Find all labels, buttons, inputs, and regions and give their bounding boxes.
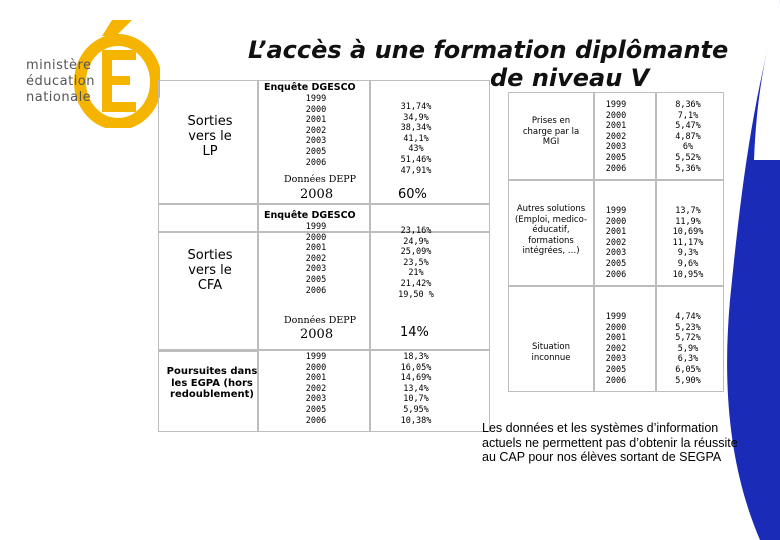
row-label-mgi: Prises en charge par la MGI xyxy=(522,116,580,147)
row-label-egpa: Poursuites dans les EGPA (hors redoublement) xyxy=(166,366,258,400)
row-label-cfa: Sorties vers le CFA xyxy=(187,248,233,293)
survey-header-lp: Enquête DGESCO xyxy=(264,82,356,93)
values-cfa: 23,16% 24,9% 25,09% 23,5% 21% 21,42% 19,50 % xyxy=(398,226,434,300)
values-inconnue: 4,74% 5,23% 5,72% 5,9% 6,3% 6,05% 5,90% xyxy=(675,312,701,386)
logo-text-line: éducation xyxy=(26,74,96,89)
values-autres: 13,7% 11,9% 10,69% 11,17% 9,3% 9,6% 10,95% xyxy=(672,206,704,280)
value-big-cfa: 14% xyxy=(400,325,429,340)
footnote: Les données et les systèmes d’information actuels ne permettent pas d’obtenir la réussite au CAP pour nos élèves sortant de SEGPA xyxy=(482,421,738,464)
logo-text-line: ministère xyxy=(26,58,92,73)
year-big-cfa: 2008 xyxy=(300,327,334,342)
years-lp: 1999 2000 2001 2002 2003 2005 2006 xyxy=(305,94,327,168)
years-mgi: 1999 2000 2001 2002 2003 2005 2006 xyxy=(605,100,627,174)
logo-e-emblem xyxy=(72,18,160,128)
row-label-autres: Autres solutions (Emploi, medico-éducatif, formations intégrées, …) xyxy=(514,204,588,256)
row-label-lp: Sorties vers le LP xyxy=(187,114,233,159)
source-lp: Données DEPP xyxy=(284,174,357,185)
years-egpa: 1999 2000 2001 2002 2003 2005 2006 xyxy=(305,352,327,426)
logo-text-line: nationale xyxy=(26,90,92,105)
years-autres: 1999 2000 2001 2002 2003 2005 2006 xyxy=(605,206,627,280)
values-mgi: 8,36% 7,1% 5,47% 4,87% 6% 5,52% 5,36% xyxy=(675,100,701,174)
survey-header-cfa: Enquête DGESCO xyxy=(264,210,356,221)
source-cfa: Données DEPP xyxy=(284,315,357,326)
page-title-line2: de niveau V xyxy=(490,64,650,92)
years-inconnue: 1999 2000 2001 2002 2003 2005 2006 xyxy=(605,312,627,386)
values-lp: 31,74% 34,9% 38,34% 41,1% 43% 51,46% 47,91% xyxy=(400,102,432,176)
year-big-lp: 2008 xyxy=(300,187,334,202)
value-big-lp: 60% xyxy=(398,187,427,202)
values-egpa: 18,3% 16,05% 14,69% 13,4% 10,7% 5,95% 10,38% xyxy=(400,352,432,426)
row-label-inconnue: Situation inconnue xyxy=(531,342,571,363)
logo xyxy=(0,0,170,130)
page-title: L’accès à une formation diplômante xyxy=(248,36,729,64)
years-cfa: 1999 2000 2001 2002 2003 2005 2006 xyxy=(305,222,327,296)
